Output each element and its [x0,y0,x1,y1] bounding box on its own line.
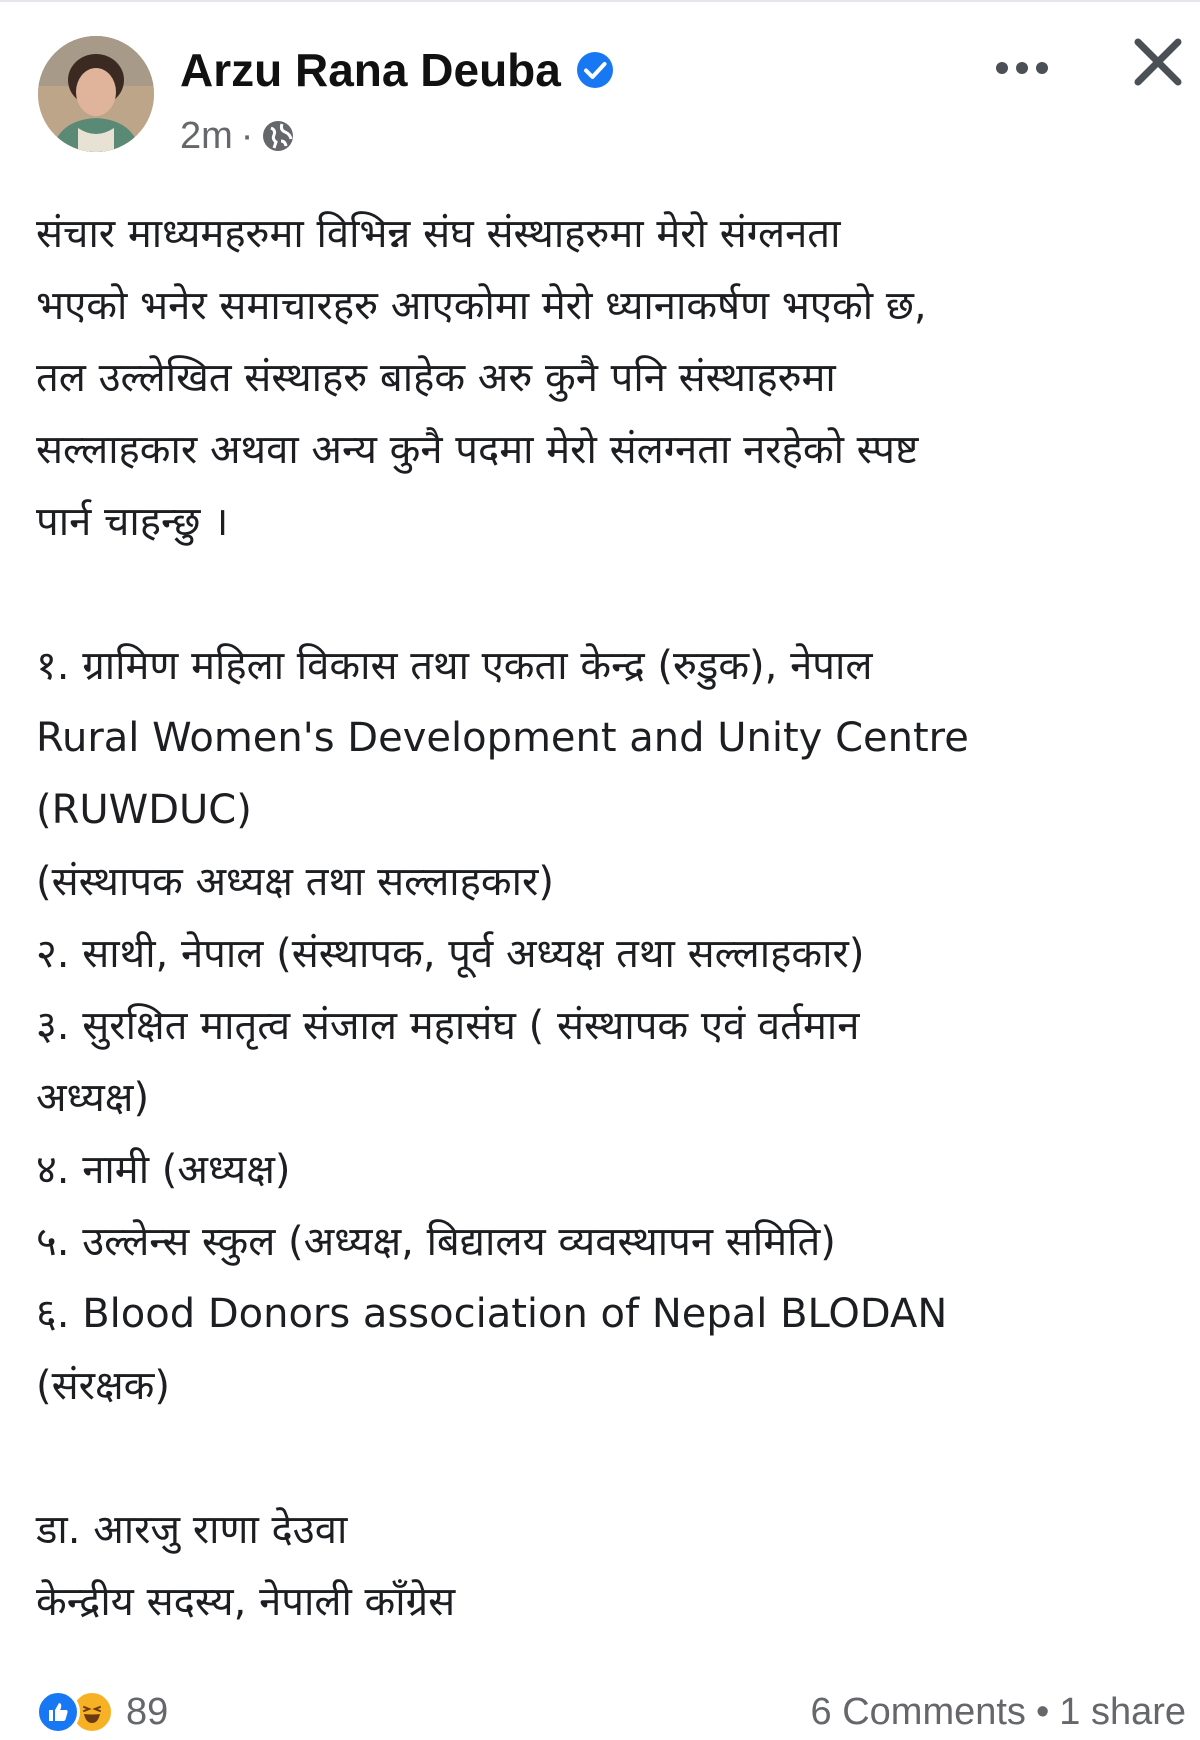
post-author[interactable] [180,40,615,100]
paragraph-line: भएको भनेर समाचारहरु आएकोमा मेरो ध्यानाकर्षण भएको छ, [36,283,927,329]
more-options-icon[interactable] [990,50,1054,86]
paragraph-line: पार्न चाहन्छु । [36,499,229,545]
list-line: ५. उल्लेन्स स्कुल (अध्यक्ष, बिद्यालय व्यवस्थापन समिति) [36,1219,836,1265]
globe-icon[interactable] [261,119,295,153]
post-text [36,198,1176,1638]
like-reaction-icon [36,1690,80,1734]
reactions-summary[interactable] [36,1690,168,1734]
list-line: १. ग्रामिण महिला विकास तथा एकता केन्द्र (रुडुक), नेपाल [36,643,873,689]
list-line: २. साथी, नेपाल (संस्थापक, पूर्व अध्यक्ष तथा सल्लाहकार) [36,931,865,977]
close-icon[interactable] [1130,34,1186,90]
post-timestamp[interactable]: 2m [180,115,233,157]
list-line: ६. Blood Donors association of Nepal BLODAN [36,1291,948,1337]
paragraph-line: संचार माध्यमहरुमा विभिन्न संघ संस्थाहरुमा मेरो संग्लनता [36,211,841,257]
post-footer [36,1690,1186,1738]
avatar-image [38,36,154,152]
paragraph-line: सल्लाहकार अथवा अन्य कुनै पदमा मेरो संलग्नता नरहेको स्पष्ट [36,427,919,473]
blank-line [36,558,1176,630]
blank-line [36,1422,1176,1494]
top-divider [0,0,1200,2]
signature-title: केन्द्रीय सदस्य, नेपाली कॉंग्रेस [36,1579,456,1625]
list-line: अध्यक्ष) [36,1075,150,1121]
verified-badge-icon [575,50,615,90]
shares-count[interactable]: 1 share [1059,1691,1186,1733]
post-meta [180,110,295,162]
reaction-count[interactable]: 89 [126,1691,169,1733]
signature-name: डा. आरजु राणा देउवा [36,1507,348,1553]
list-line: (संस्थापक अध्यक्ष तथा सल्लाहकार) [36,859,554,905]
list-line: Rural Women's Development and Unity Centre [36,715,969,761]
list-line: (RUWDUC) [36,787,252,833]
list-line: ४. नामी (अध्यक्ष) [36,1147,291,1193]
avatar[interactable] [38,36,154,152]
stats-separator: • [1035,1691,1050,1733]
engagement-stats [811,1690,1186,1734]
paragraph-line: तल उल्लेखित संस्थाहरु बाहेक अरु कुनै पनि संस्थाहरुमा [36,355,836,401]
meta-separator: · [240,115,254,157]
author-name[interactable]: Arzu Rana Deuba [180,44,561,96]
comments-count[interactable]: 6 Comments [810,1691,1026,1733]
list-line: (संरक्षक) [36,1363,171,1409]
list-line: ३. सुरक्षित मातृत्व संजाल महासंघ ( संस्थापक एवं वर्तमान [36,1003,860,1049]
